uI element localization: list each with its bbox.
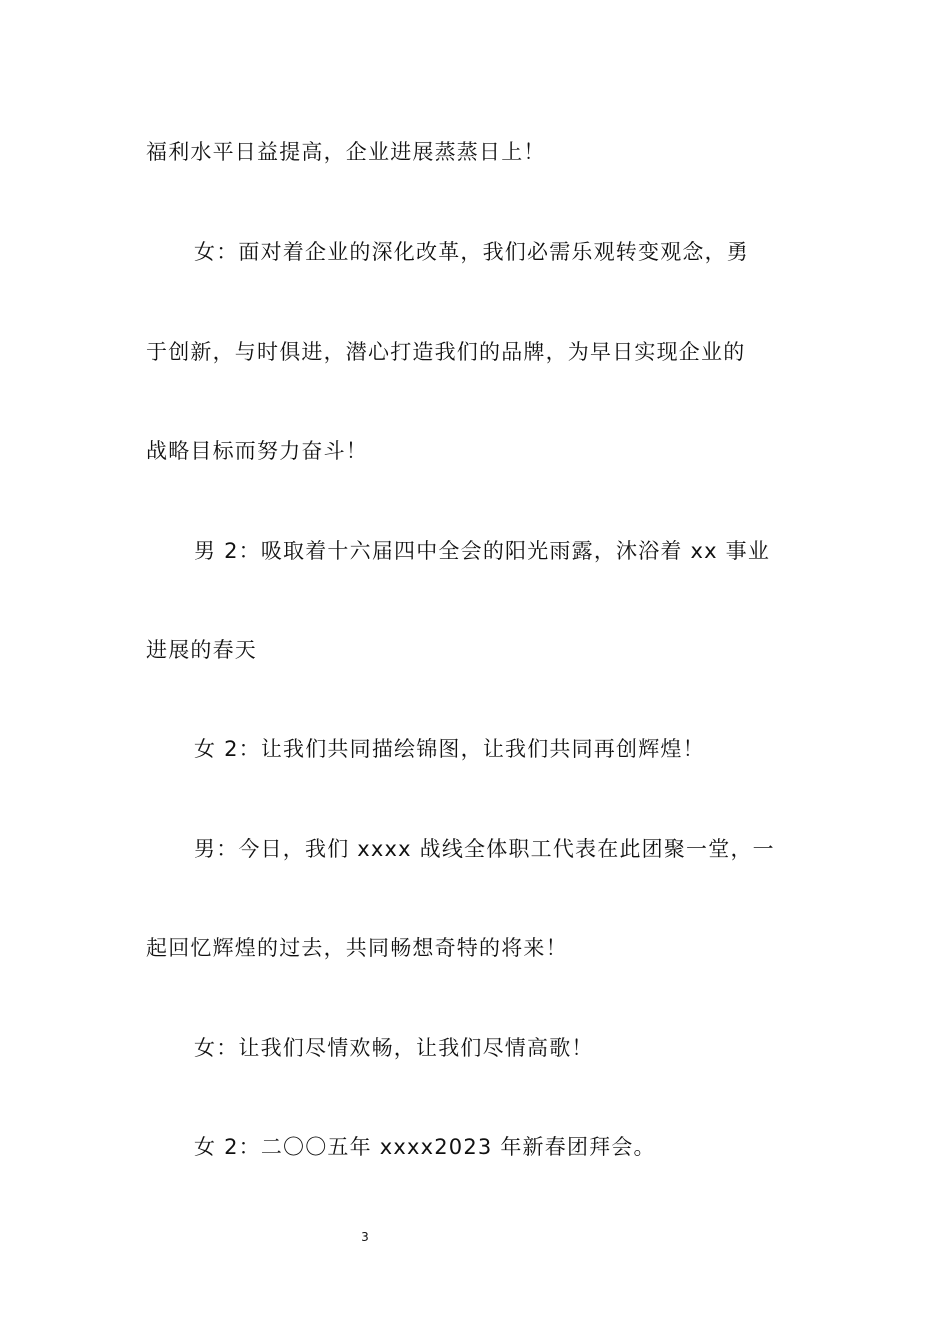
text-line-5: 男 2：吸取着十六届四中全会的阳光雨露，沐浴着 xx 事业	[194, 539, 771, 563]
text-line-11: 女 2：二〇〇五年 xxxx2023 年新春团拜会。	[194, 1135, 656, 1159]
text-line-9: 起回忆辉煌的过去，共同畅想奇特的将来！	[146, 936, 568, 960]
text-line-1: 福利水平日益提高，企业进展蒸蒸日上！	[146, 140, 546, 164]
page-number: 3	[361, 1230, 369, 1244]
text-line-7: 女 2：让我们共同描绘锦图，让我们共同再创辉煌！	[194, 737, 705, 761]
text-line-3: 于创新，与时俱进，潜心打造我们的品牌，为早日实现企业的	[146, 340, 746, 364]
text-line-6: 进展的春天	[146, 638, 257, 662]
text-line-4: 战略目标而努力奋斗！	[146, 439, 368, 463]
text-line-2: 女：面对着企业的深化改革，我们必需乐观转变观念，勇	[194, 240, 749, 264]
text-line-10: 女：让我们尽情欢畅，让我们尽情高歌！	[194, 1036, 594, 1060]
text-line-8: 男：今日，我们 xxxx 战线全体职工代表在此团聚一堂，一	[194, 837, 775, 861]
